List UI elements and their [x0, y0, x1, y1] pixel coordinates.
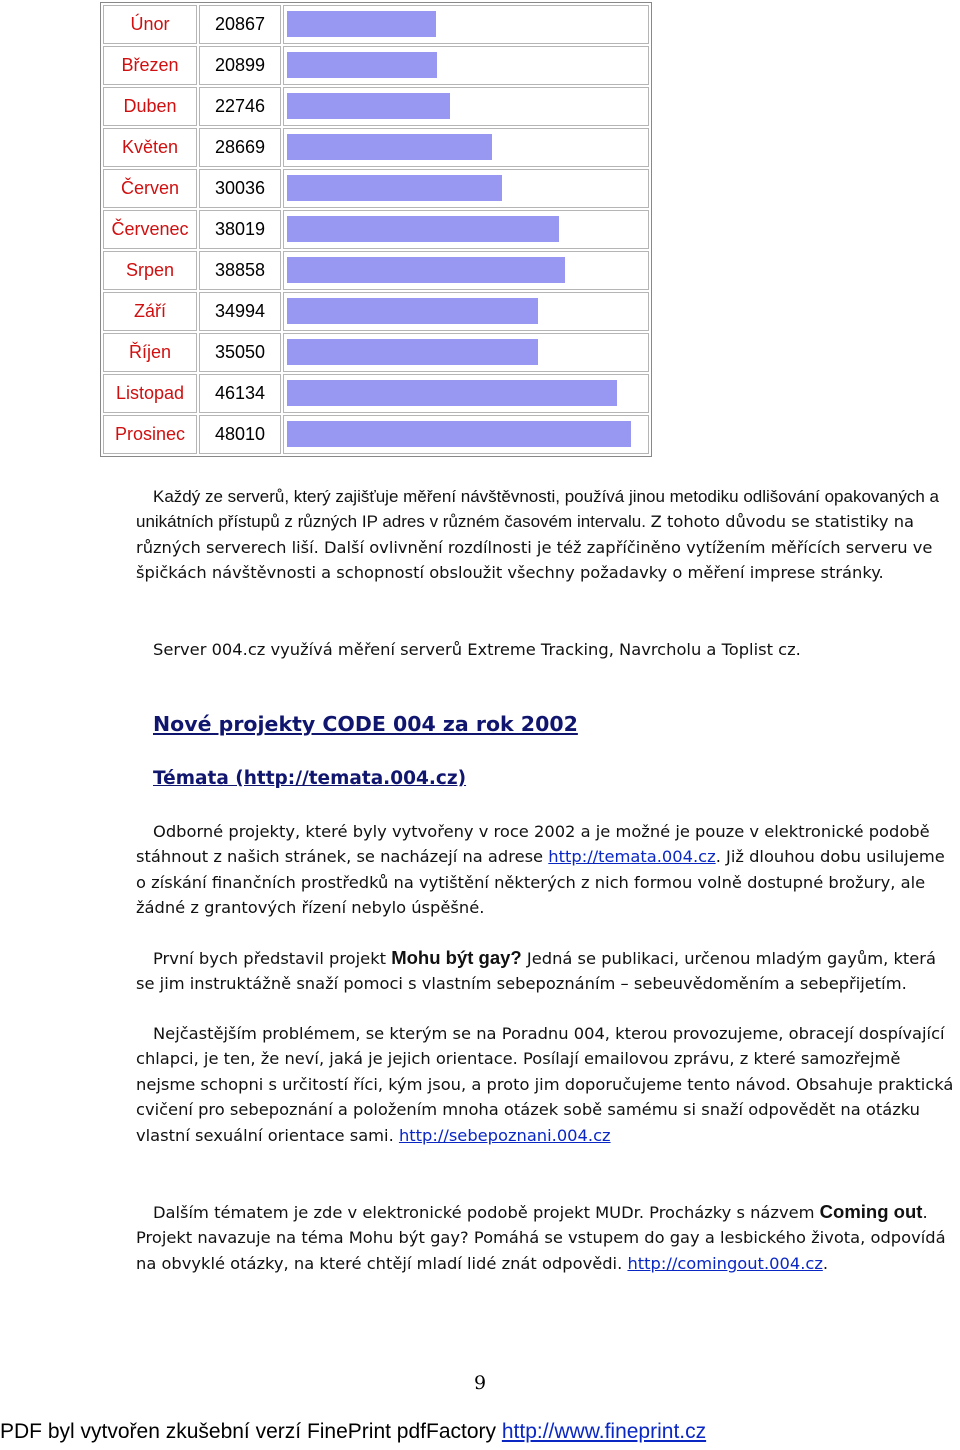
- bar-cell: [283, 169, 649, 208]
- visit-bar: [287, 52, 437, 78]
- visit-bar: [287, 421, 631, 447]
- visit-bar: [287, 298, 538, 324]
- mohu-text-intro: První bych představil projekt: [153, 949, 387, 968]
- section-heading-temata: Témata (http://temata.004.cz): [153, 768, 467, 789]
- visit-count: 34994: [199, 292, 281, 331]
- footer-text: PDF byl vytvořen zkušební verzí FinePrint pdfFactory: [0, 1420, 497, 1443]
- visit-bar: [287, 216, 559, 242]
- bar-cell: [283, 333, 649, 372]
- table-row: [103, 333, 649, 372]
- bar-cell: [283, 415, 649, 454]
- paragraph-server-measurement: [136, 637, 956, 662]
- month-label: Únor: [103, 5, 197, 44]
- visit-bar: [287, 380, 617, 406]
- visit-bar: [287, 134, 492, 160]
- table-row: [103, 128, 649, 167]
- bar-cell: [283, 128, 649, 167]
- bar-cell: [283, 292, 649, 331]
- visit-count: 48010: [199, 415, 281, 454]
- visit-count: 20899: [199, 46, 281, 85]
- bar-cell: [283, 251, 649, 290]
- table-row: [103, 292, 649, 331]
- page-number: 9: [473, 1372, 487, 1394]
- visit-count: 38858: [199, 251, 281, 290]
- month-label: Září: [103, 292, 197, 331]
- visit-count: 22746: [199, 87, 281, 126]
- visit-count: 38019: [199, 210, 281, 249]
- visit-count: 28669: [199, 128, 281, 167]
- visit-bar: [287, 257, 565, 283]
- table-row: [103, 374, 649, 413]
- paragraph-poradna: [136, 1021, 956, 1148]
- bar-cell: [283, 5, 649, 44]
- bar-cell: [283, 374, 649, 413]
- month-label: Srpen: [103, 251, 197, 290]
- month-label: Červen: [103, 169, 197, 208]
- table-row: [103, 46, 649, 85]
- visit-bar: [287, 93, 450, 119]
- month-label: Prosinec: [103, 415, 197, 454]
- visit-count: 35050: [199, 333, 281, 372]
- fineprint-link[interactable]: http://www.fineprint.cz: [501, 1420, 707, 1443]
- paragraph-methodology: [136, 484, 956, 586]
- coming-out-text-description: . Projekt navazuje na téma Mohu být gay? Pomáhá se vstupem do gay a lesbického života, odpovídá na obvyklé otázky, na které chtějí mladí lidé znát odpovědi.: [136, 1203, 946, 1273]
- temata-link[interactable]: http://temata.004.cz: [548, 847, 716, 867]
- bar-cell: [283, 210, 649, 249]
- temata-text: Odborné projekty, které byly vytvořeny v roce 2002 a je možné je pouze v elektronické podobě stáhnout z našich stránek, se nacházejí na adrese: [136, 822, 930, 867]
- paragraph-mohu-byt-gay: [136, 945, 956, 997]
- paragraph-coming-out: [136, 1199, 956, 1276]
- visit-count: 30036: [199, 169, 281, 208]
- methodology-text: Každý ze serverů, který zajišťuje měření návštěvnosti, používá jinou metodiku odlišování opakovaných a unikátních přístupů z různých IP adres v různém časovém intervalu.: [136, 487, 939, 532]
- visit-count: 20867: [199, 5, 281, 44]
- month-label: Červenec: [103, 210, 197, 249]
- bar-cell: [283, 46, 649, 85]
- server-measurement-text: Server 004.cz využívá měření serverů Extreme Tracking, Navrcholu a Toplist cz.: [153, 640, 801, 659]
- poradna-text: Nejčastějším problémem, se kterým se na Poradnu 004, kterou provozujeme, obracejí dospívající chlapci, je ten, že neví, jaká je jejich orientace. Posílají emailovou zprávu, z které samozřejmě nejsme schopni s určitostí říci, kým jsou, a proto jim doporučujeme tento návod. Obsahuje praktická cvičení pro sebepoznání a položením mnoha otázek sobě samému si snaží odpovědět na otázku vlastní sexuální orientace sami.: [136, 1024, 954, 1145]
- table-row: [103, 210, 649, 249]
- visit-bar: [287, 11, 436, 37]
- month-label: Listopad: [103, 374, 197, 413]
- visit-statistics-table: [100, 2, 652, 457]
- visit-count: 46134: [199, 374, 281, 413]
- section-heading-projects: Nové projekty CODE 004 za rok 2002: [153, 712, 578, 736]
- visit-bar: [287, 175, 502, 201]
- table-row: [103, 5, 649, 44]
- mohu-project-title: Mohu být gay?: [391, 947, 522, 968]
- table-row: [103, 169, 649, 208]
- coming-out-title: Coming out: [819, 1201, 923, 1222]
- visit-bar: [287, 339, 538, 365]
- paragraph-temata: [136, 819, 956, 921]
- temata-text-continued: . Již dlouhou dobu usilujeme o získání finančních prostředků na vytištění některých z nich formou volně dostupné brožury, ale žádné z grantových řízení nebylo úspěšné.: [136, 847, 945, 918]
- coming-out-text-intro: Dalším tématem je zde v elektronické podobě projekt MUDr. Procházky s názvem: [153, 1203, 815, 1222]
- month-label: Květen: [103, 128, 197, 167]
- mohu-text-description: Jedná se publikaci, určenou mladým gayům, která se jim instruktážně snaží pomoci s vlastním sebepoznáním – sebeuvědoměním a sebepřijetím.: [136, 949, 936, 994]
- methodology-text-continued: Z tohoto důvodu se statistiky na různých serverech liší. Další ovlivnění rozdílnosti je též zapříčiněno vytížením měřících serveru ve špičkách návštěvnosti a schopností obsloužit všechny požadavky o měření imprese stránky.: [136, 512, 933, 583]
- month-label: Říjen: [103, 333, 197, 372]
- sebepoznani-link[interactable]: http://sebepoznani.004.cz: [398, 1125, 611, 1145]
- month-label: Duben: [103, 87, 197, 126]
- comingout-link[interactable]: http://comingout.004.cz: [627, 1253, 823, 1273]
- pdf-footer: [0, 1420, 706, 1444]
- bar-cell: [283, 87, 649, 126]
- month-label: Březen: [103, 46, 197, 85]
- table-row: [103, 251, 649, 290]
- table-row: [103, 87, 649, 126]
- coming-out-text-end: .: [822, 1253, 829, 1273]
- table-row: [103, 415, 649, 454]
